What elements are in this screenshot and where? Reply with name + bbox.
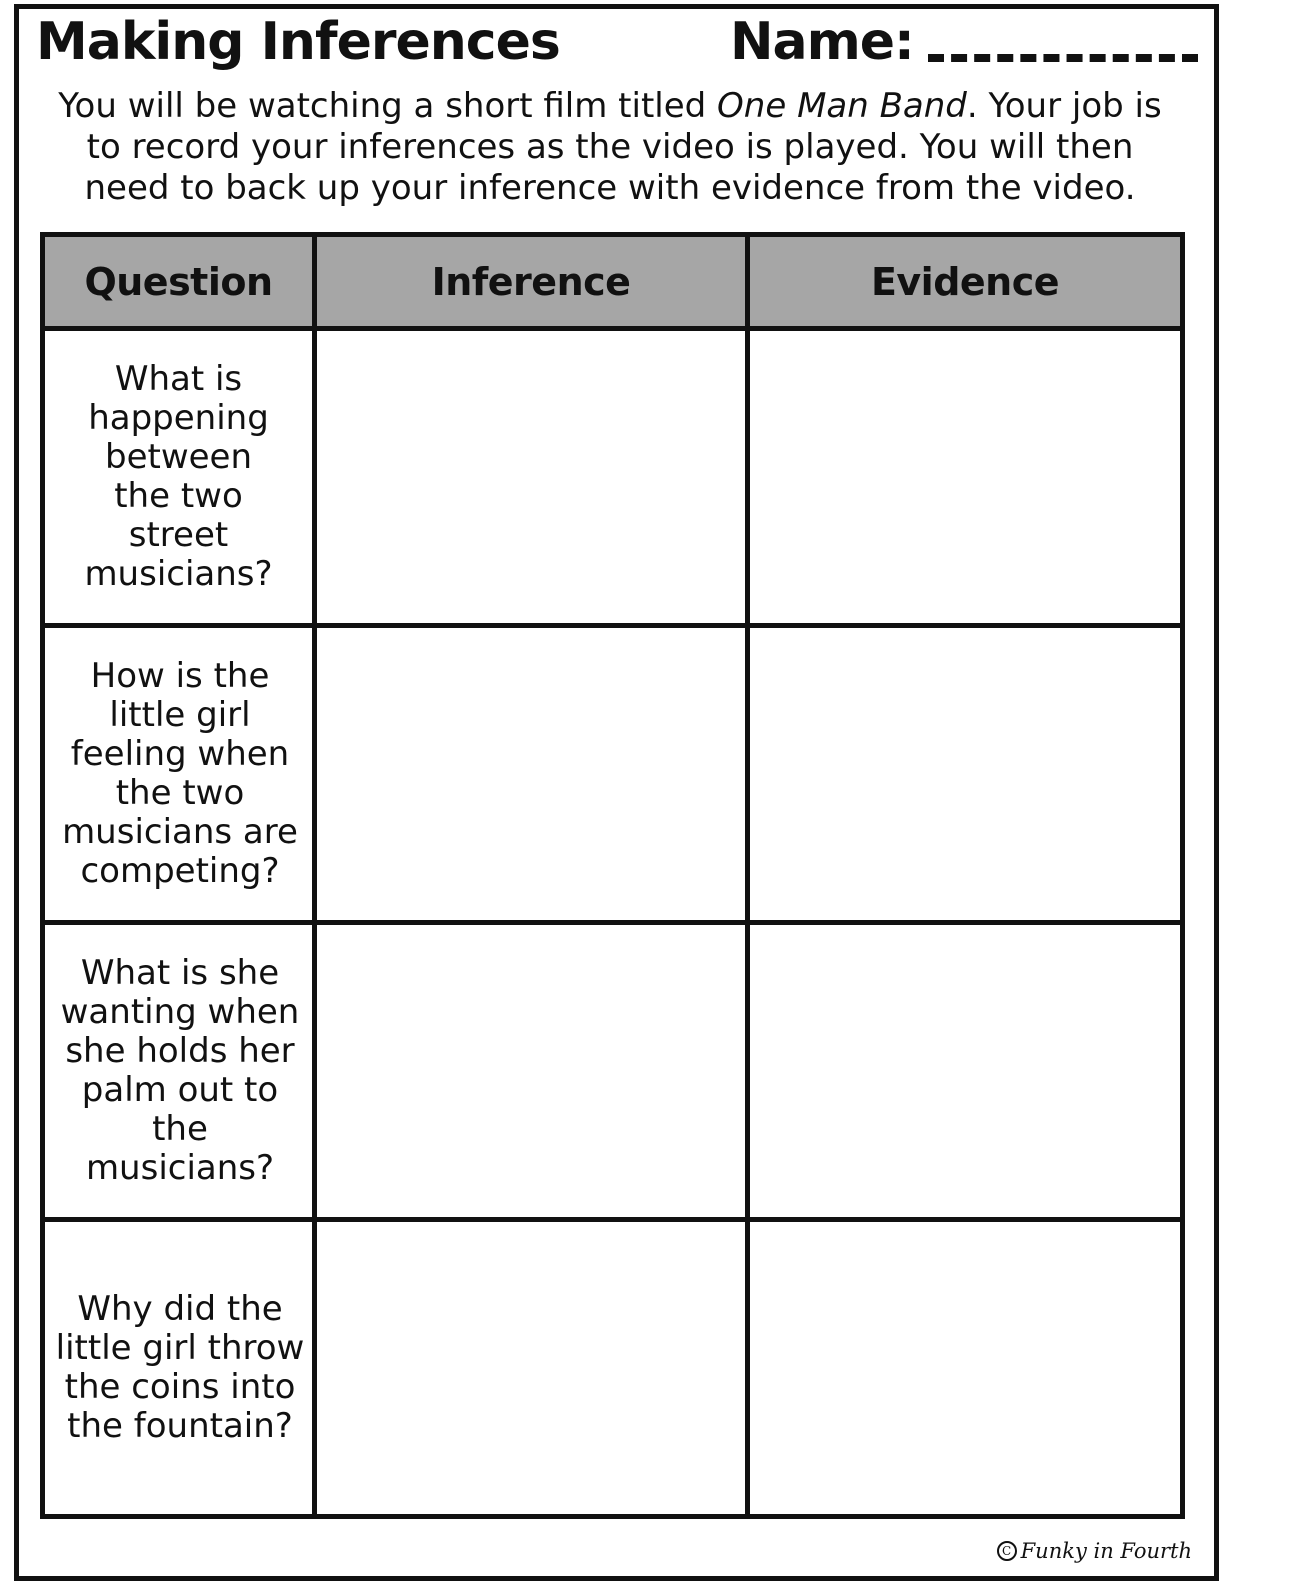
evidence-cell[interactable] bbox=[748, 329, 1183, 626]
name-field bbox=[730, 10, 1198, 74]
table-header-row bbox=[43, 235, 1183, 329]
table-row bbox=[43, 329, 1183, 626]
copyright-icon: C bbox=[997, 1541, 1017, 1561]
question-text: How is the little girl feeling when the two musicians are competing? bbox=[62, 656, 298, 891]
name-label: Name: bbox=[730, 12, 914, 72]
film-title: One Man Band bbox=[717, 86, 967, 126]
inference-cell[interactable] bbox=[315, 1220, 748, 1517]
question-text: What is happening between the two street musicians? bbox=[84, 359, 273, 594]
evidence-cell[interactable] bbox=[748, 923, 1183, 1220]
evidence-cell[interactable] bbox=[748, 1220, 1183, 1517]
question-cell bbox=[43, 1220, 315, 1517]
inference-cell[interactable] bbox=[315, 626, 748, 923]
question-cell bbox=[43, 923, 315, 1220]
name-blank-line[interactable] bbox=[928, 54, 1198, 62]
copyright-notice bbox=[997, 1539, 1192, 1563]
table-row bbox=[43, 923, 1183, 1220]
inference-cell[interactable] bbox=[315, 329, 748, 626]
instructions-part-1: You will be watching a short film titled bbox=[58, 86, 718, 126]
instructions bbox=[40, 86, 1180, 209]
question-text: What is she wanting when she holds her palm out to the musicians? bbox=[60, 953, 300, 1188]
column-header-evidence: Evidence bbox=[748, 235, 1183, 329]
evidence-cell[interactable] bbox=[748, 626, 1183, 923]
inference-cell[interactable] bbox=[315, 923, 748, 1220]
column-header-question: Question bbox=[43, 235, 315, 329]
table-row bbox=[43, 626, 1183, 923]
copyright-text: Funky in Fourth bbox=[1020, 1539, 1192, 1563]
page-title: Making Inferences bbox=[36, 12, 560, 72]
question-text: Why did the little girl throw the coins into the fountain? bbox=[55, 1289, 305, 1446]
table-row bbox=[43, 1220, 1183, 1517]
question-cell bbox=[43, 626, 315, 923]
instructions-part-2: . Your job is to record your inferences as the video is played. You will then need to back up your inference with evidence from the video. bbox=[84, 86, 1162, 208]
column-header-inference: Inference bbox=[315, 235, 748, 329]
question-cell bbox=[43, 329, 315, 626]
inference-table bbox=[40, 232, 1185, 1519]
